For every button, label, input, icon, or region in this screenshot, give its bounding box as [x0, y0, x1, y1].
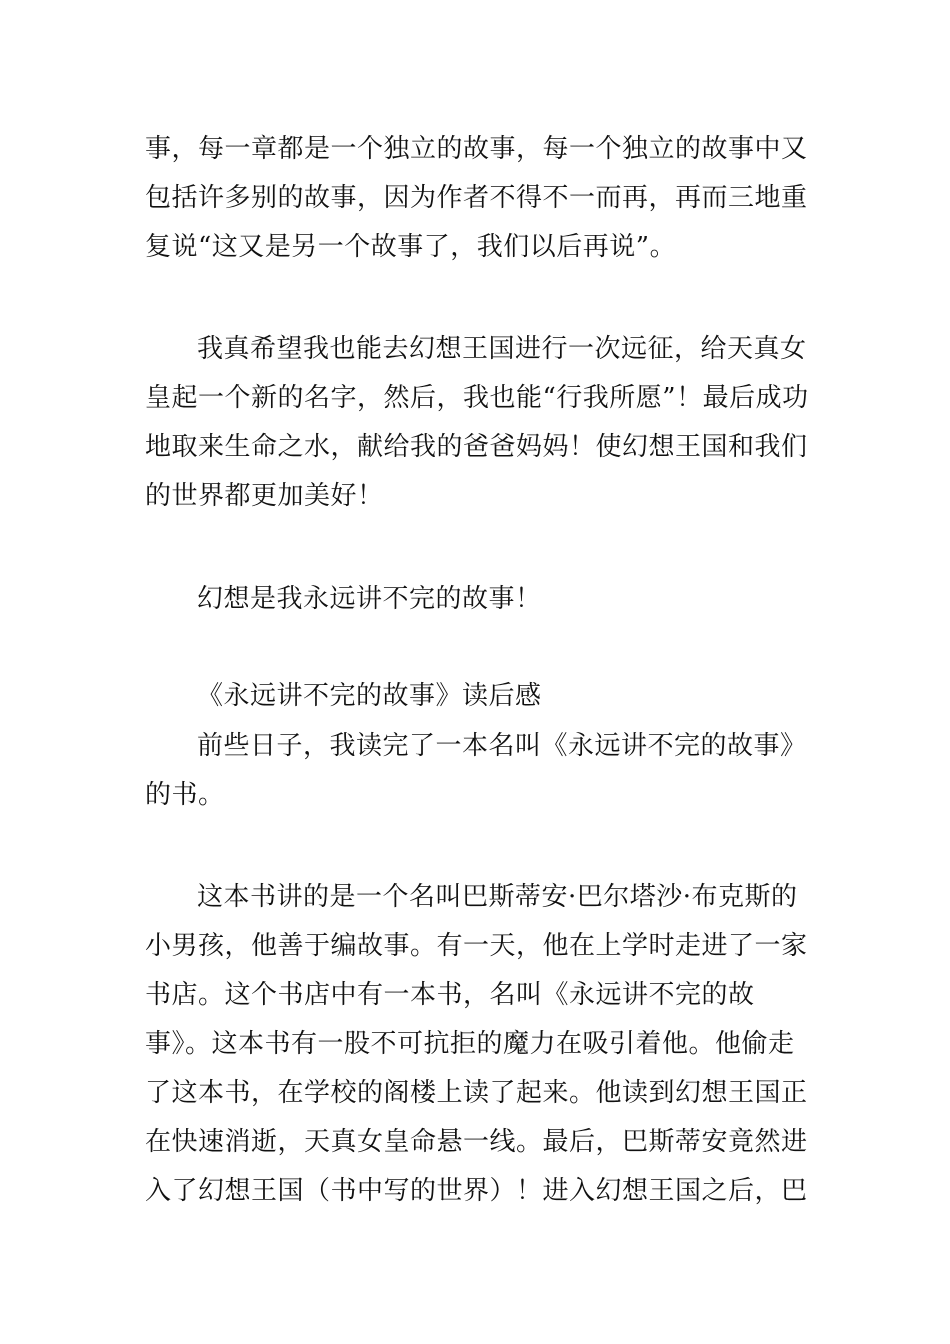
- paragraph-continuation: 事，每一章都是一个独立的故事，每一个独立的故事中又包括许多别的故事，因为作者不得不一而再，再而三地重复说“这又是另一个故事了，我们以后再说”。: [145, 134, 808, 262]
- paragraph-intro: 前些日子，我读完了一本名叫《永远讲不完的故事》的书。: [145, 731, 807, 810]
- essay-title: 《永远讲不完的故事》读后感: [197, 681, 542, 711]
- paragraph-summary: 这本书讲的是一个名叫巴斯蒂安·巴尔塔沙·布克斯的小男孩，他善于编故事。有一天，他在上学时走进了一家书店。这个书店中有一本书，名叫《永远讲不完的故事》。这本书有一股不可抗拒的魔力在吸引着他。他偷走了这本书，在学校的阁楼上读了起来。他读到幻想王国正在快速消逝，天真女皇命悬一线。最后，巴斯蒂安竟然进入了幻想王国（书中写的世界）！进入幻想王国之后，巴: [145, 882, 808, 1206]
- paragraph-closing: 幻想是我永远讲不完的故事！: [197, 584, 542, 614]
- paragraph-wish: 我真希望我也能去幻想王国进行一次远征，给天真女皇起一个新的名字，然后，我也能“行我所愿”！最后成功地取来生命之水，献给我的爸爸妈妈！使幻想王国和我们的世界都更加美好！: [145, 334, 809, 511]
